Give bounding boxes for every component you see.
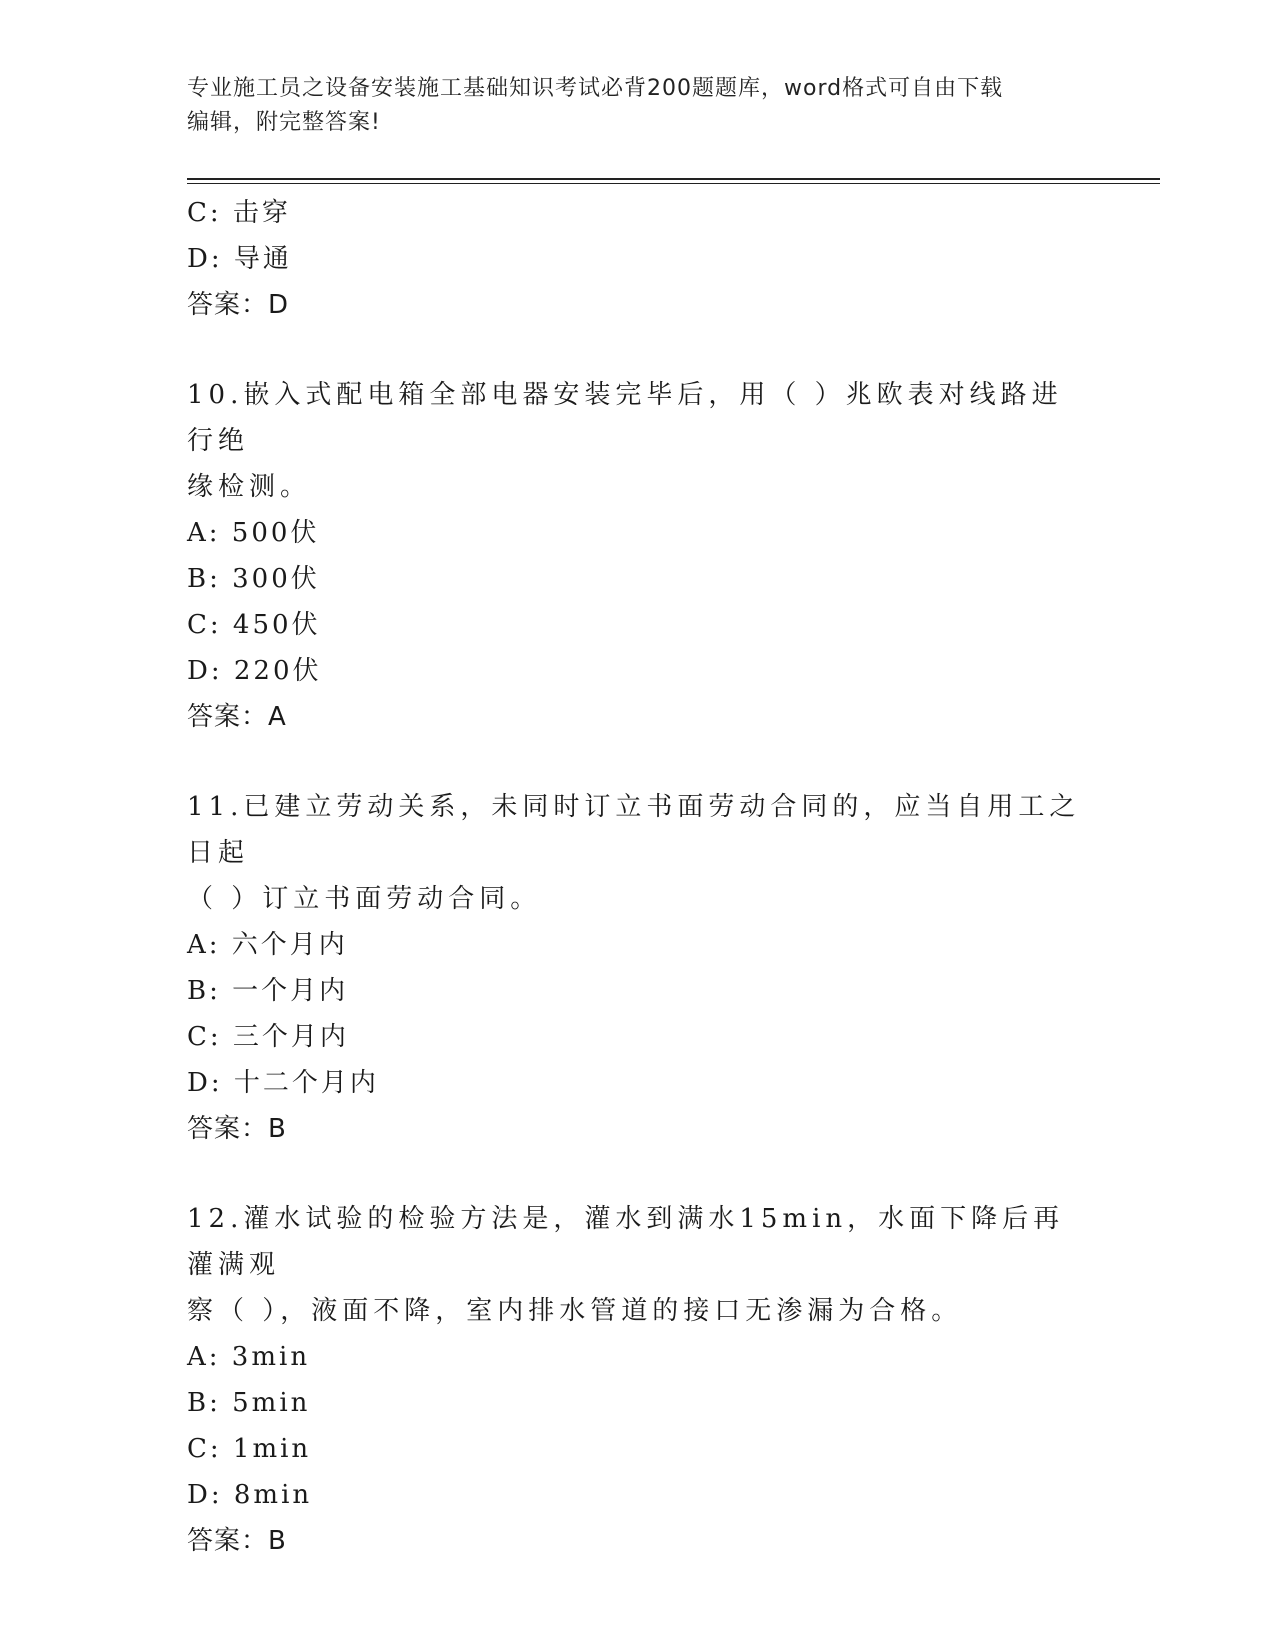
q11-option-c: C: 三个月内 xyxy=(187,1022,349,1052)
document-header xyxy=(187,72,1087,140)
q12-option-d: D: 8min xyxy=(187,1480,313,1510)
header-divider-thick xyxy=(187,178,1160,180)
q10-option-b: B: 300伏 xyxy=(187,564,320,594)
q10-option-d: D: 220伏 xyxy=(187,656,322,686)
question-10 xyxy=(187,372,1087,740)
q12-stem-line-2: 察（ ），液面不降，室内排水管道的接口无渗漏为合格。 xyxy=(187,1296,963,1326)
q9-option-d: D: 导通 xyxy=(187,244,292,274)
question-list xyxy=(187,190,1087,1564)
question-9 xyxy=(187,190,1087,328)
q12-stem-line-1: 12.灌水试验的检验方法是，灌水到满水15min，水面下降后再灌满观 xyxy=(187,1204,1065,1280)
header-divider-thin xyxy=(187,183,1160,184)
q11-option-a: A: 六个月内 xyxy=(187,930,348,960)
q10-stem-line-2: 缘检测。 xyxy=(187,472,312,502)
question-spacer xyxy=(187,328,1087,372)
q12-option-b: B: 5min xyxy=(187,1388,311,1418)
question-spacer xyxy=(187,740,1087,784)
q10-answer: 答案：A xyxy=(187,702,287,732)
q11-option-b: B: 一个月内 xyxy=(187,976,349,1006)
q10-stem-line-1: 10.嵌入式配电箱全部电器安装完毕后，用（ ）兆欧表对线路进行绝 xyxy=(187,380,1063,456)
question-12 xyxy=(187,1196,1087,1564)
header-title-line-1: 专业施工员之设备安装施工基础知识考试必背200题题库，word格式可自由下载 xyxy=(187,76,1004,101)
q9-option-c: C: 击穿 xyxy=(187,198,291,228)
q11-answer: 答案：B xyxy=(187,1114,287,1144)
question-spacer xyxy=(187,1152,1087,1196)
question-11 xyxy=(187,784,1087,1152)
q10-option-c: C: 450伏 xyxy=(187,610,321,640)
q10-option-a: A: 500伏 xyxy=(187,518,320,548)
q12-answer: 答案：B xyxy=(187,1526,287,1556)
q11-stem-line-2: （ ）订立书面劳动合同。 xyxy=(187,884,542,914)
header-title-line-2: 编辑，附完整答案! xyxy=(187,110,381,135)
q11-stem-line-1: 11.已建立劳动关系，未同时订立书面劳动合同的，应当自用工之日起 xyxy=(187,792,1081,868)
q12-option-a: A: 3min xyxy=(187,1342,311,1372)
q12-option-c: C: 1min xyxy=(187,1434,312,1464)
q9-answer: 答案：D xyxy=(187,290,290,320)
q11-option-d: D: 十二个月内 xyxy=(187,1068,379,1098)
